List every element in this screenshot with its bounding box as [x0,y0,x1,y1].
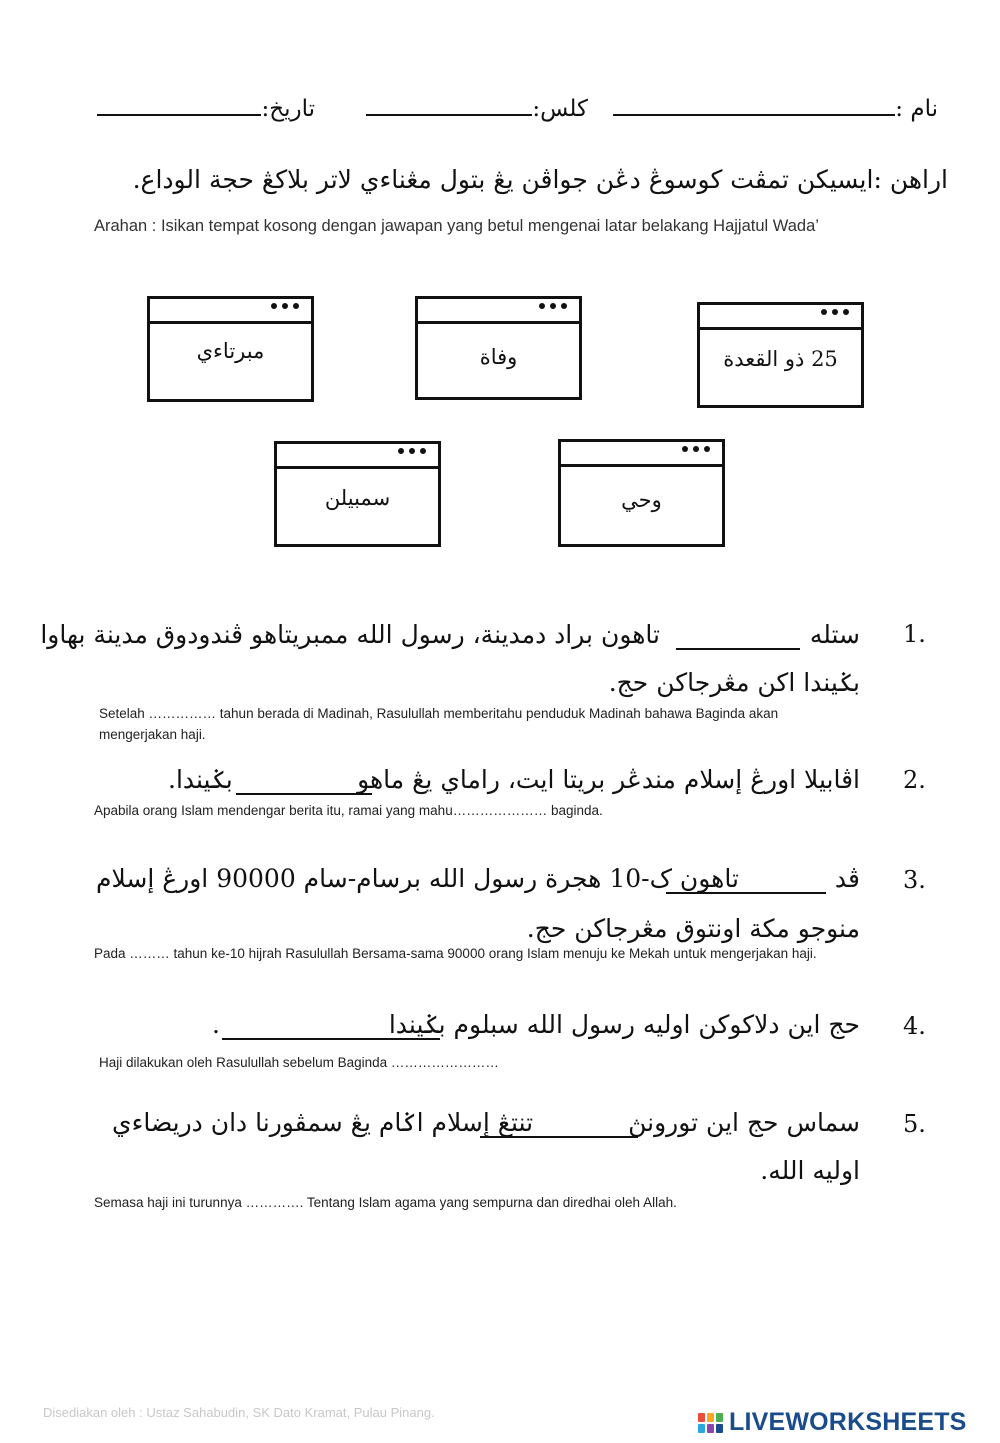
answer-box-bar [561,442,722,467]
class-line[interactable] [366,114,532,116]
answer-box-label: وحي [621,488,662,512]
answer-box-label: 25 ذو القعدة [723,347,838,371]
class-field[interactable] [356,82,588,122]
question-2-rumi: Apabila orang Islam mendengar berita itu, ramai yang mahu………………… baginda. [94,803,603,818]
answer-box-label: سمبيلن [324,486,391,510]
question-3-jawi-start: ڤد [834,864,860,893]
answer-box-5[interactable] [558,439,725,547]
question-4-blank[interactable] [222,1038,440,1040]
question-number: 1. [903,620,926,648]
question-4-jawi-start: حج اين دلاکوکن اوليه رسول الله سبلوم بݢيندا [388,1010,860,1039]
menu-dots-icon [539,303,567,309]
liveworksheets-logo[interactable] [698,1408,967,1437]
name-line[interactable] [613,114,895,116]
question-1-rumi: Setelah …………… tahun berada di Madinah, Rasulullah memberitahu penduduk Madinah bahawa Baginda akan mengerjakan haji. [99,706,779,742]
date-field[interactable] [93,82,315,122]
question-number: 5. [903,1110,926,1138]
answer-box-label: مبرتاءي [196,339,265,363]
question-3-jawi-end: تاهون ک-10 هجرة رسول الله برسام-سام 90000 اورڠ إسلام [96,864,739,893]
question-5-jawi-start: سماس حج اين تورونڽ [628,1108,860,1137]
question-5-jawi-end: تنتڠ إسلام اݢام يڠ سمڤورنا دان دريضاءي [112,1108,534,1137]
instruction-rumi: Arahan : Isikan tempat kosong dengan jawapan yang betul mengenai latar belakang Hajjatul Wada’ [94,217,819,235]
answer-box-bar [418,299,579,324]
date-line[interactable] [97,114,261,116]
menu-dots-icon [682,446,710,452]
menu-dots-icon [271,303,299,309]
question-number: 3. [903,866,926,894]
instruction-jawi: اراهن :ايسيکن تمڤت کوسوڠ دڠن جواڤن يڠ بتول مڠناءي لاتر بلاکڠ حجة الوداع. [132,165,948,194]
question-number: 2. [903,766,926,794]
liveworksheets-logo-text: LIVEWORKSHEETS [729,1408,967,1436]
date-label: تاريخ: [261,96,315,122]
question-5-jawi-line2: اوليه الله. [760,1156,860,1185]
footer-credit: Disediakan oleh : Ustaz Sahabudin, SK Dato Kramat, Pulau Pinang. [43,1405,435,1420]
question-5-rumi: Semasa haji ini turunnya …………. Tentang Islam agama yang sempurna dan diredhai oleh Allah. [94,1195,677,1210]
name-label: نام : [895,96,938,122]
answer-box-bar [150,299,311,324]
answer-box-1[interactable] [147,296,314,402]
class-label: كلس: [532,96,588,122]
question-3-rumi: Pada ……… tahun ke-10 hijrah Rasulullah Bersama-sama 90000 orang Islam menuju ke Mekah untuk mengerjakan haji. [94,946,817,961]
question-1-jawi-end: تاهون براد دمدينة، رسول الله ممبريتاهو ڤندودوق مدينة بهاوا [40,620,660,649]
question-2-jawi-start: اڤابيلا اورڠ إسلام مندڠر بريتا ايت، راماي يڠ ماهو [357,765,860,794]
liveworksheets-logo-icon [698,1413,723,1433]
answer-box-3[interactable] [697,302,864,408]
question-1-jawi-line2: بݢيندا اکن مڠرجاکن حج. [608,668,860,697]
answer-box-label: وفاة [479,345,518,369]
answer-box-bar [277,444,438,469]
question-1-jawi-start: ستله [809,620,860,649]
question-4-rumi: Haji dilakukan oleh Rasulullah sebelum Baginda …………………… [99,1055,499,1070]
question-3-jawi-line2: منوجو مکة اونتوق مڠرجاکن حج. [526,914,860,943]
menu-dots-icon [821,309,849,315]
menu-dots-icon [398,448,426,454]
question-2-blank[interactable] [236,793,372,795]
answer-box-bar [700,305,861,330]
name-field[interactable] [608,82,938,122]
question-1-blank[interactable] [676,648,800,650]
question-4-jawi-end: . [212,1010,220,1039]
question-2-jawi-end: بݢيندا. [168,765,233,794]
answer-box-2[interactable] [415,296,582,400]
answer-box-4[interactable] [274,441,441,547]
question-number: 4. [903,1012,926,1040]
